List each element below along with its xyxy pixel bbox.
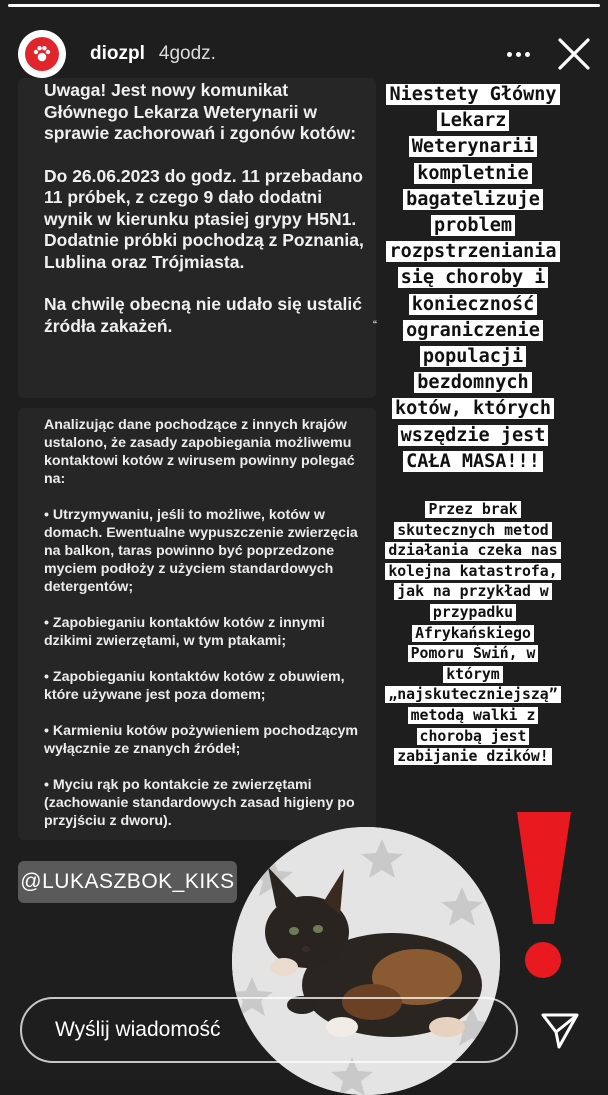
sticker-line: populacji bbox=[420, 346, 526, 367]
announcement-paragraph: Na chwilę obecną nie udało się ustalić źródła zakażeń. bbox=[44, 294, 363, 336]
announcement-paragraph: Uwaga! Jest nowy komunikat Głównego Lekarza Weterynarii w sprawie zachorowań i zgonów kotów: bbox=[44, 80, 357, 143]
guidance-paragraph: • Zapobieganiu kontaktów kotów z innymi dzikimi zwierzętami, w tym ptakami; bbox=[44, 615, 325, 649]
story-progress-fill bbox=[8, 4, 600, 7]
sticker-line: działania czeka nas bbox=[385, 542, 560, 559]
story-progress-bar bbox=[8, 4, 600, 7]
sticker-line: konieczność bbox=[409, 294, 538, 315]
sticker-line: bagatelizuje bbox=[403, 189, 543, 210]
sticker-line: Pomoru Świń, w bbox=[408, 645, 539, 662]
sticker-line: Przez brak bbox=[425, 501, 520, 518]
sticker-line: Niestety Główny bbox=[386, 84, 559, 105]
sticker-line: CAŁA MASA!!! bbox=[403, 451, 543, 472]
mention-sticker[interactable]: @LUKASZBOK_KIKS bbox=[18, 861, 237, 903]
guidance-text bbox=[44, 416, 374, 848]
quote-mark: “ bbox=[373, 318, 377, 332]
story-header bbox=[18, 26, 594, 82]
guidance-paragraph: • Utrzymywaniu, jeśli to możliwe, kotów w domach. Ewentualne wypuszczenie zwierzęcia na balkon, taras powinno być poprzedzone myciem podłoży z użyciem standardowych detergentów; bbox=[44, 507, 358, 595]
guidance-paragraph: • Zapobieganiu kontaktów kotów z obuwiem, które używane jest poza domem; bbox=[44, 669, 345, 703]
sticker-line: chorobą jest bbox=[417, 728, 530, 745]
sticker-line: rozpstrzeniania bbox=[386, 241, 559, 262]
paw-shield-icon bbox=[25, 37, 59, 71]
sticker-line: kotów, których bbox=[392, 398, 554, 419]
sticker-line: wszędzie jest bbox=[398, 425, 549, 446]
more-icon[interactable] bbox=[500, 52, 536, 57]
username[interactable]: diozpl bbox=[90, 43, 145, 64]
sticker-line: metodą walki z bbox=[408, 707, 539, 724]
sticker-line: „najskuteczniejszą” bbox=[385, 686, 560, 703]
sticker-line: którym bbox=[443, 666, 502, 683]
sticker-line: przypadku bbox=[430, 604, 516, 621]
text-sticker-secondary bbox=[366, 500, 580, 768]
sticker-line: zabijanie dzików! bbox=[394, 748, 551, 765]
sticker-line: problem bbox=[431, 215, 515, 236]
announcement-paragraph: Do 26.06.2023 do godz. 11 przebadano 11 próbek, z czego 9 dało dodatni wynik w kierunku ptasiej grypy H5N1. Dodatnie próbki pochodzą z Poznania, Lublina oraz Trójmiasta. bbox=[44, 165, 364, 272]
sticker-line: bezdomnych bbox=[414, 372, 531, 393]
close-icon[interactable] bbox=[554, 34, 594, 74]
guidance-paragraph: • Myciu rąk po kontakcie ze zwierzętami (zachowanie standardowych zasad higieny po przyjściu z dworu). bbox=[44, 777, 355, 829]
sticker-line: kompletnie bbox=[414, 163, 531, 184]
guidance-paragraph: • Karmieniu kotów pożywieniem pochodzącym wyłącznie ze znanych źródeł; bbox=[44, 723, 358, 757]
announcement-text bbox=[44, 80, 374, 358]
avatar[interactable] bbox=[18, 30, 66, 78]
sticker-line: ograniczenie bbox=[403, 320, 543, 341]
sticker-line: jak na przykład w bbox=[394, 583, 551, 600]
post-time: 4godz. bbox=[158, 43, 216, 64]
sticker-line: Afrykańskiego bbox=[412, 625, 534, 642]
send-icon[interactable] bbox=[540, 1012, 580, 1050]
exclamation-icon bbox=[514, 812, 574, 982]
text-sticker-main bbox=[366, 82, 580, 475]
sticker-line: Weterynarii bbox=[409, 136, 538, 157]
sticker-line: kolejna katastrofa, bbox=[385, 563, 560, 580]
message-input[interactable]: Wyślij wiadomość bbox=[20, 997, 518, 1063]
guidance-paragraph: Analizując dane pochodzące z innych krajów ustalono, że zasady zapobiegania możliwemu kontaktowi kotów z wirusem powinny polegać na: bbox=[44, 417, 355, 487]
sticker-line: Lekarz bbox=[437, 110, 510, 131]
sticker-line: się choroby i bbox=[398, 267, 549, 288]
sticker-line: skutecznych metod bbox=[394, 522, 551, 539]
